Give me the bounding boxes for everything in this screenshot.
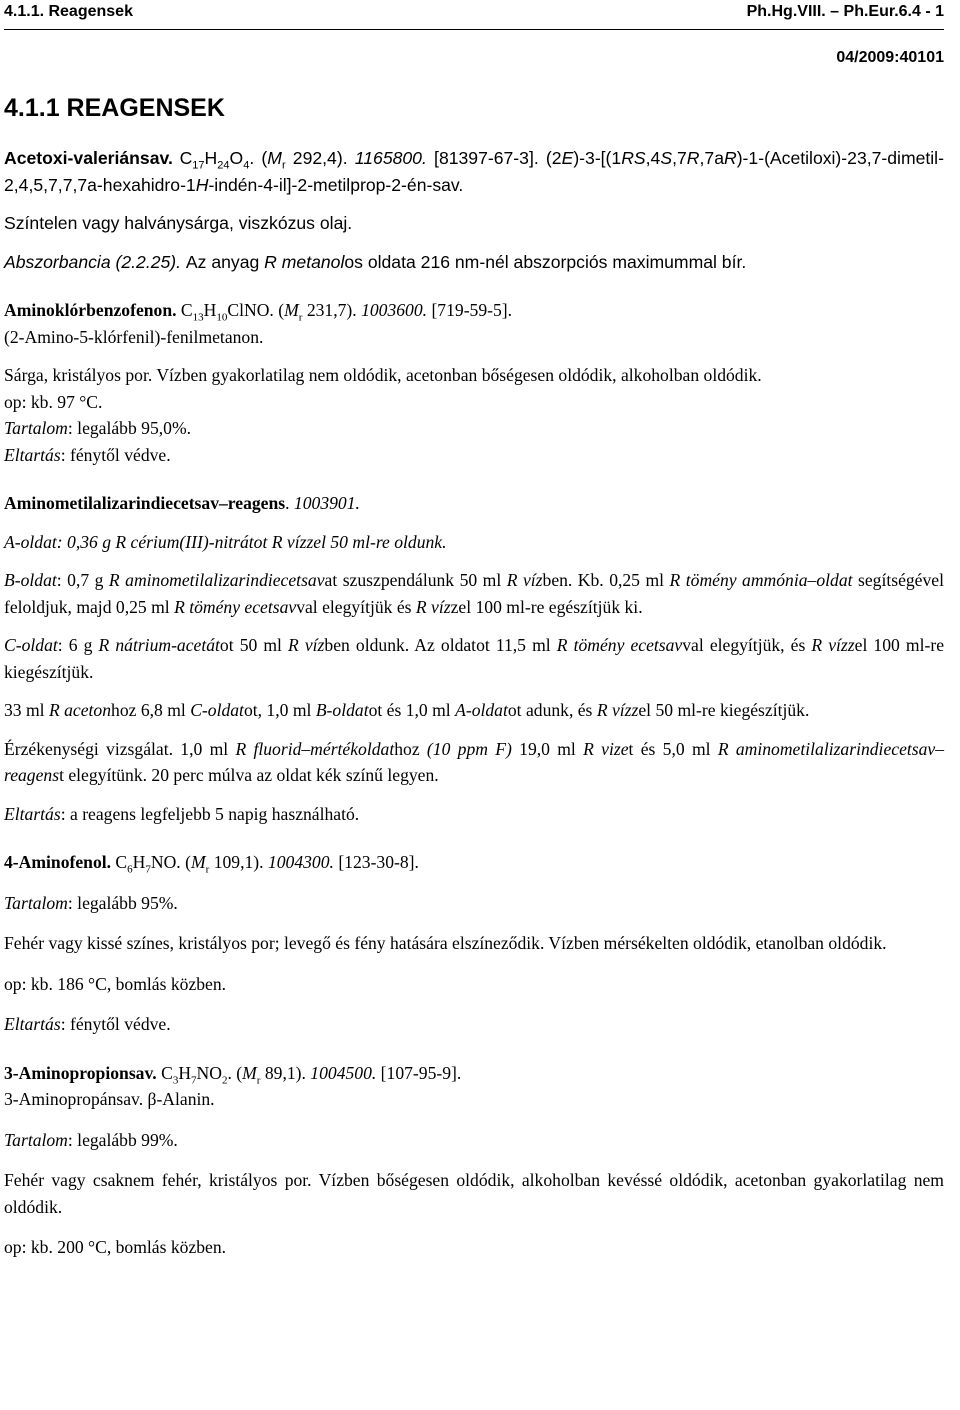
entry-description: Sárga, kristályos por. Vízben gyakorlatilag nem oldódik, acetonban bőségesen oldódik, alkoholban oldódik. <box>4 365 762 385</box>
entry-description: Színtelen vagy halványsárga, viszkózus olaj. <box>4 213 353 233</box>
reagent-code: 1003901. <box>293 493 360 513</box>
solution-mixing: 33 ml R acetonhoz 6,8 ml C-oldatot, 1,0 ml B-oldatot és 1,0 ml A-oldatot adunk, és R vízzel 50 ml-re kiegészítjük. <box>4 700 810 720</box>
entry-name: Aminoklórbenzofenon. <box>4 300 177 320</box>
entry-name: Aminometilalizarindiecetsav–reagens <box>4 493 286 513</box>
entry-acetoxi-header <box>4 145 944 198</box>
monograph-content <box>4 145 944 1261</box>
entry-aminoklor-header: Aminoklórbenzofenon. $C_{13}H_{10}ClNO$. ($M_r$ 231,7). 1003600. [719-59-5]. <box>4 300 513 324</box>
formula: $C_{17}H_{24}O_4$. ($M_r$ 292,4). 1165800. [81397-67-3]. (2E)-3-[(1RS,4S,7R,7aR)-1-(Acetiloxi)-23,7-dimetil-2,4,5,7,7,7a-hexahidro-1H-indén-4-il]-2-metilprop-2-én-sav. <box>4 148 944 195</box>
entry-content: Tartalom: legalább 99%. <box>4 1129 178 1150</box>
header-pharmacopoeia-label: Ph.Hg.VIII. – Ph.Eur.6.4 - 1 <box>746 3 944 20</box>
page-title: 4.1.1 REAGENSEK <box>4 94 225 122</box>
header-rule <box>4 29 944 30</box>
entry-description: Fehér vagy csaknem fehér, kristályos por. Vízben bőségesen oldódik, alkoholban kevéssé oldódik, acetonban gyakorlatilag nem oldódik. <box>4 1170 944 1217</box>
cas-number: [719-59-5]. <box>427 300 513 320</box>
solution-a: A-oldat: 0,36 g R cérium(III)-nitrátot R vízzel 50 ml-re oldunk. <box>4 531 447 552</box>
entry-storage: Eltartás: fénytől védve. <box>4 444 171 465</box>
entry-melting-point: op: kb. 186 °C, bomlás közben. <box>4 973 227 994</box>
cas-number: [123-30-8]. <box>333 852 419 872</box>
entry-aminoprop-header: 3-Aminopropionsav. $C_3H_7NO_2$. ($M_r$ 89,1). 1004500. [107-95-9]. <box>4 1062 462 1087</box>
entry-storage: Eltartás: a reagens legfeljebb 5 napig használható. <box>4 803 360 824</box>
entry-name: 3-Aminopropionsav. <box>4 1062 157 1083</box>
solution-c: C-oldat: 6 g R nátrium-acetátot 50 ml R vízben oldunk. Az oldatot 11,5 ml R tömény ecetsavval elegyítjük, és R vízzel 100 ml-re kiegészítjük. <box>4 635 944 682</box>
iupac-name: (2E)-3-[(1RS,4S,7R,7aR)-1-(Acetiloxi)-23,7-dimetil-2,4,5,7,7,7a-hexahidro-1H-indén-4-il]-2-metilprop-2-én-sav. <box>4 148 944 195</box>
reagent-code: 1003600. <box>361 300 428 320</box>
reagent-code: 1004500. <box>310 1062 377 1083</box>
sensitivity-test: Érzékenységi vizsgálat. 1,0 ml R fluorid–mértékoldathoz (10 ppm F) 19,0 ml R vizet és 5,0 ml R aminometilalizarindiecetsav–reagenst elegyítünk. 20 perc múlva az oldat kék színű legyen. <box>4 738 945 785</box>
solution-b: B-oldat: 0,7 g R aminometilalizarindiecetsavat szuszpendálunk 50 ml R vízben. Kb. 0,25 ml R tömény ammónia–oldat segítségével feloldjuk, majd 0,25 ml R tömény ecetsavval elegyítjük és R vízzel 100 ml-re egészítjük ki. <box>4 570 944 617</box>
entry-synonym: 3-Aminopropánsav. β-Alanin. <box>4 1089 215 1109</box>
header-section-label: 4.1.1. Reagensek <box>4 3 133 20</box>
document-number: 04/2009:40101 <box>836 49 944 66</box>
reagent-code: 1165800. <box>354 148 427 168</box>
entry-name: 4-Aminofenol. <box>4 852 112 872</box>
entry-content: Tartalom: legalább 95,0%. <box>4 418 192 438</box>
entry-absorbance: Abszorbancia (2.2.25). Az anyag R metanolos oldata 216 nm-nél abszorpciós maximummal bír. <box>4 251 747 272</box>
cas-number: [81397-67-3]. <box>426 148 539 168</box>
cas-number: [107-95-9]. <box>376 1062 462 1083</box>
running-header <box>4 0 944 25</box>
entry-aminometil-header: Aminometilalizarindiecetsav–reagens. 1003901. <box>4 493 360 513</box>
entry-content: Tartalom: legalább 95%. <box>4 892 178 913</box>
entry-synonym: (2-Amino-5-klórfenil)-fenilmetanon. <box>4 326 264 347</box>
entry-storage: Eltartás: fénytől védve. <box>4 1014 171 1034</box>
entry-melting-point: op: kb. 200 °C, bomlás közben. <box>4 1237 227 1257</box>
entry-melting-point: op: kb. 97 °C. <box>4 391 103 412</box>
reagent-code: 1004300. <box>267 852 334 872</box>
entry-aminofenol-header: 4-Aminofenol. $C_6H_7NO$. ($M_r$ 109,1). 1004300. [123-30-8]. <box>4 852 419 876</box>
entry-description: Fehér vagy kissé színes, kristályos por; levegő és fény hatására elszíneződik. Vízben mérsékelten oldódik, etanolban oldódik. <box>4 933 887 953</box>
entry-name: Acetoxi-valeriánsav. <box>4 148 173 168</box>
